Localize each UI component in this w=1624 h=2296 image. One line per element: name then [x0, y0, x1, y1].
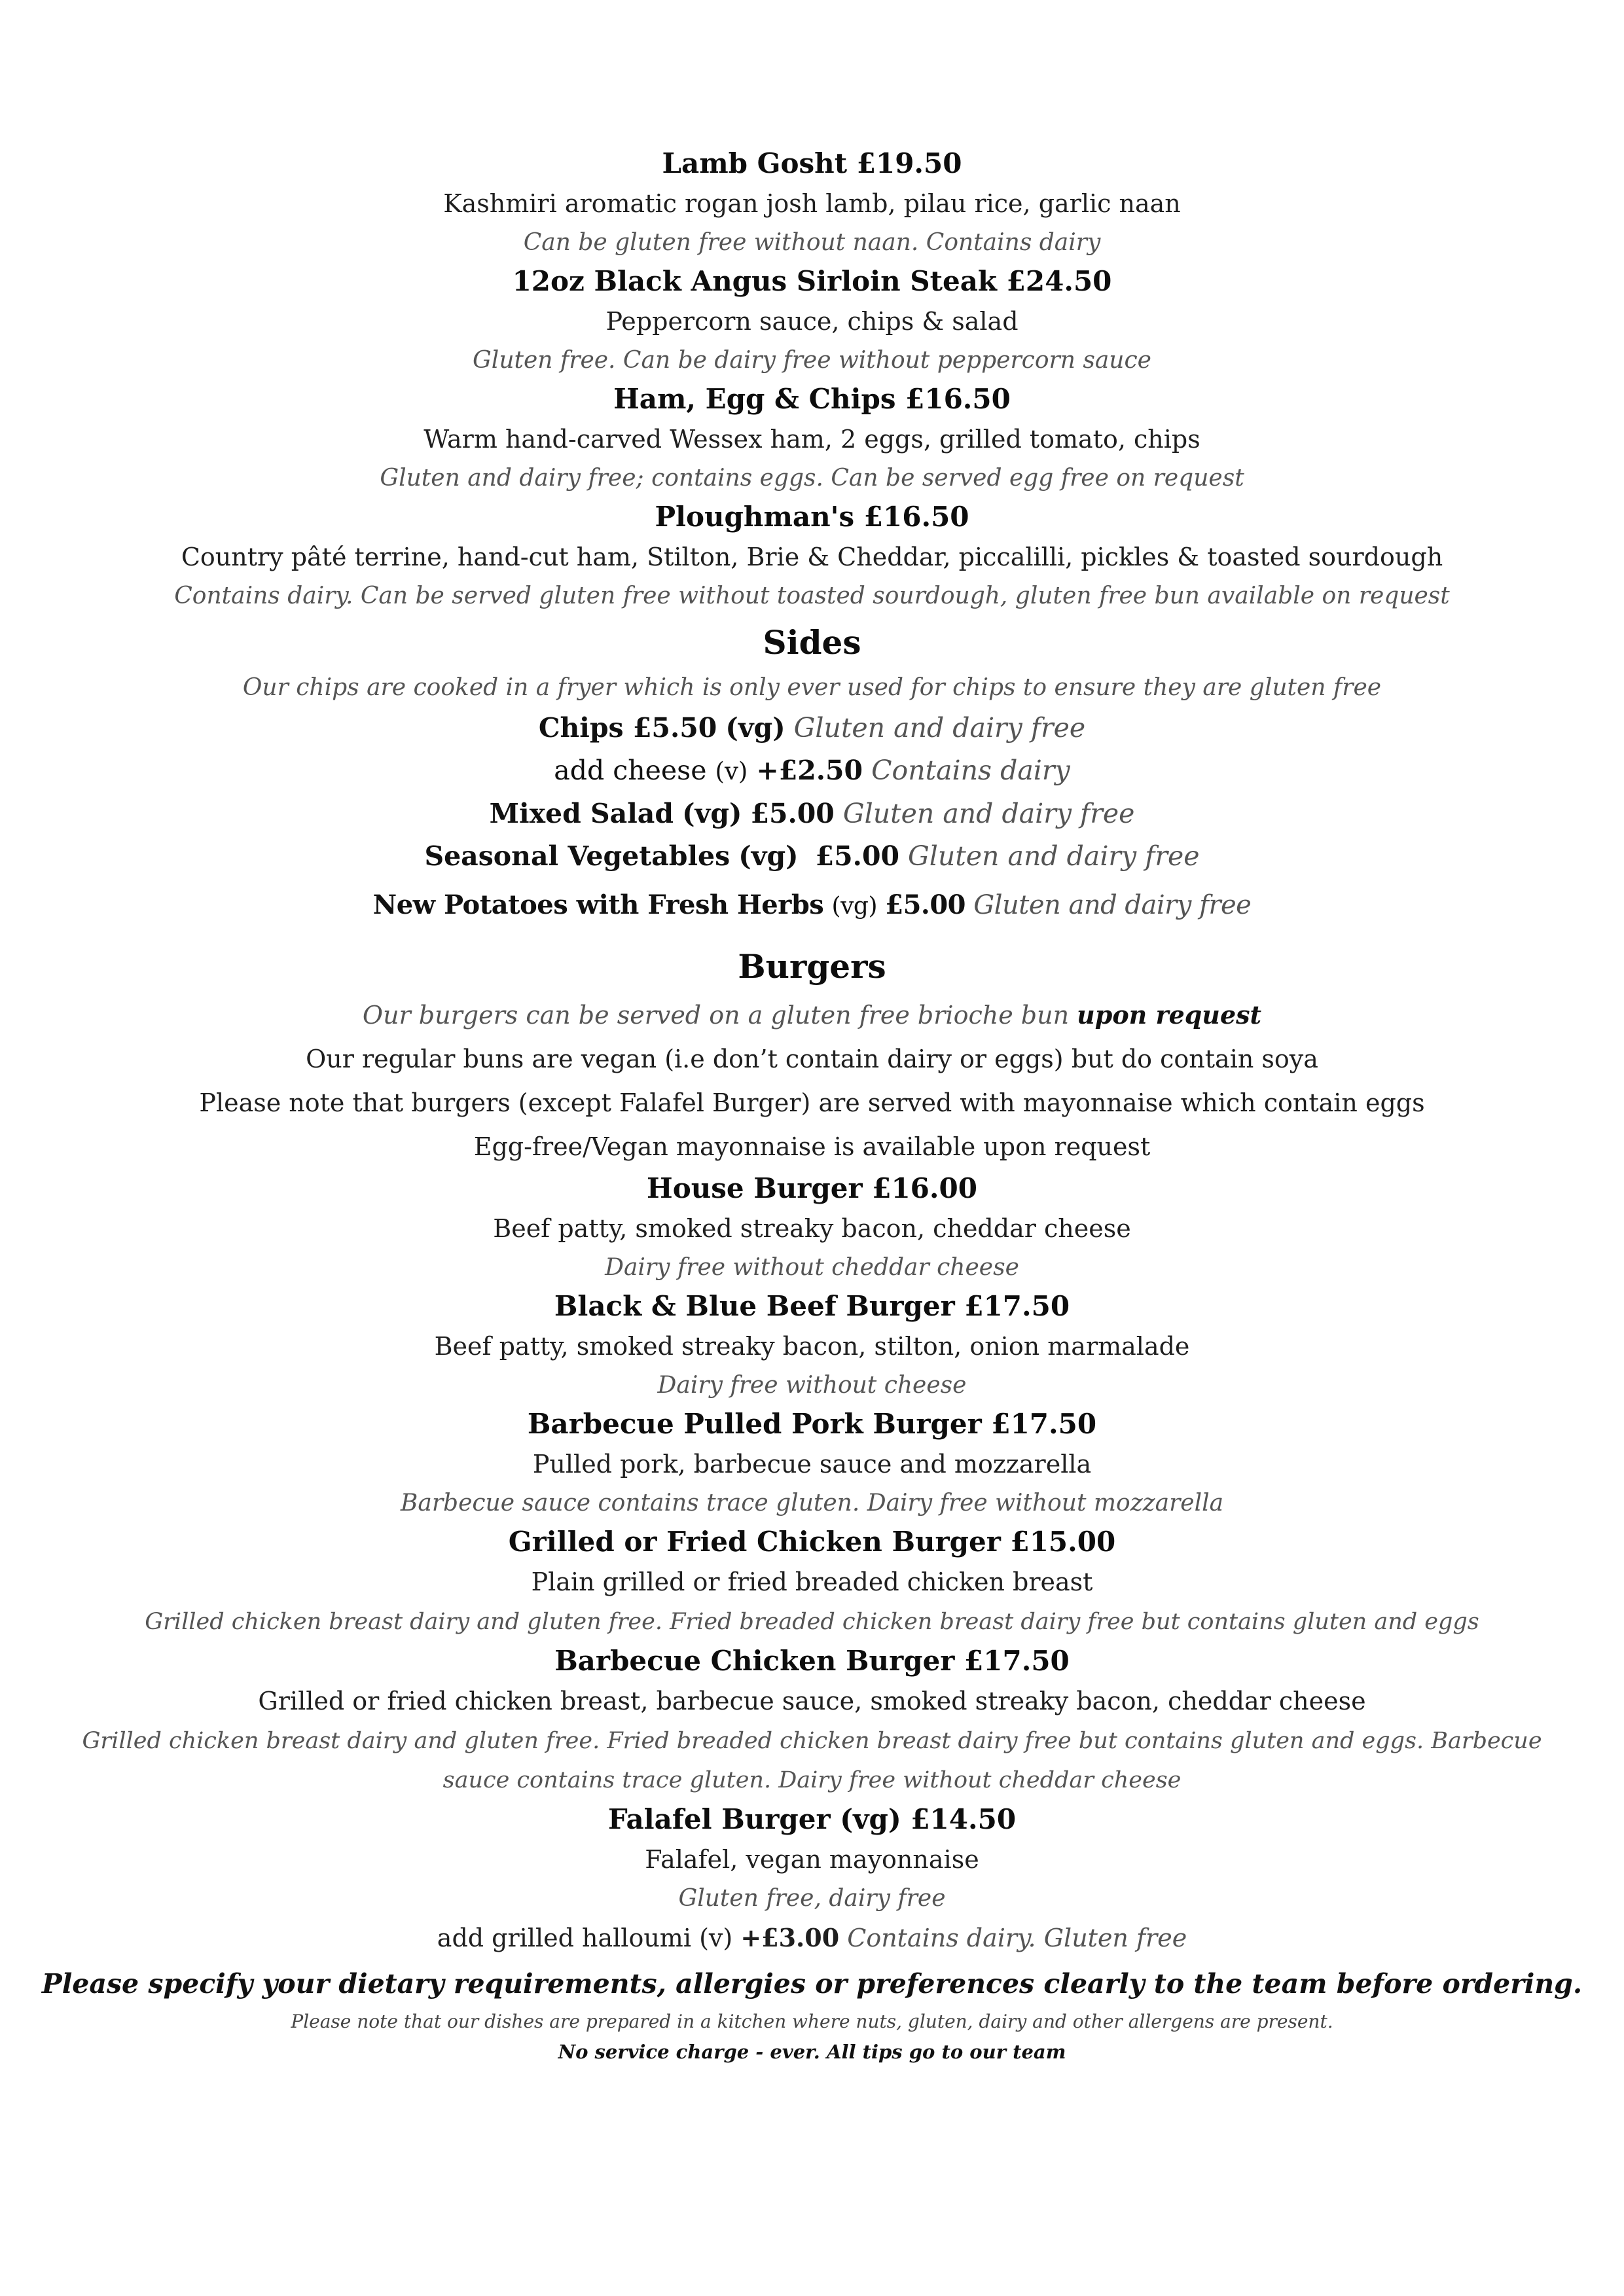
menu-item — [0, 380, 1624, 497]
item-note: Barbecue sauce contains trace gluten. Dairy free without mozzarella — [400, 1490, 1224, 1516]
menu-item — [0, 497, 1624, 615]
item-note: Gluten free. Can be dairy free without peppercorn sauce — [473, 347, 1151, 374]
item-note: Grilled chicken breast dairy and gluten free. Fried breaded chicken breast dairy free but contains gluten and eggs. Barbecue — [82, 1728, 1542, 1754]
side-note: Contains dairy — [871, 755, 1070, 786]
burgers-intro — [0, 993, 1624, 1037]
item-title: Grilled or Fried Chicken Burger £15.00 — [508, 1526, 1116, 1558]
side-note: Gluten and dairy free — [973, 890, 1252, 920]
item-title: Ham, Egg & Chips £16.50 — [613, 383, 1011, 415]
item-note: Dairy free without cheddar cheese — [605, 1254, 1019, 1281]
item-description: Kashmiri aromatic rogan josh lamb, pilau rice, garlic naan — [443, 189, 1181, 218]
burger-item — [0, 1522, 1624, 1641]
burgers-note: Please note that burgers (except Falafel Burger) are served with mayonnaise which contain eggs — [199, 1088, 1425, 1117]
item-title: Falafel Burger (vg) £14.50 — [607, 1803, 1017, 1835]
item-note: Can be gluten free without naan. Contains dairy — [523, 229, 1101, 256]
burgers-intro-italic: Our burgers can be served on a gluten free brioche bun — [362, 1001, 1070, 1030]
section-heading-burgers: Burgers — [738, 947, 886, 986]
item-description: Peppercorn sauce, chips & salad — [605, 307, 1019, 336]
item-description: Falafel, vegan mayonnaise — [645, 1845, 979, 1874]
side-name: New Potatoes with Fresh Herbs — [372, 889, 824, 920]
item-description: Warm hand-carved Wessex ham, 2 eggs, grilled tomato, chips — [424, 425, 1200, 454]
item-description: Grilled or fried chicken breast, barbecue sauce, smoked streaky bacon, cheddar cheese — [258, 1687, 1366, 1715]
side-price: £5.00 — [750, 798, 835, 829]
item-title: Lamb Gosht £19.50 — [662, 147, 962, 179]
burgers-note: Egg-free/Vegan mayonnaise is available upon request — [473, 1132, 1151, 1161]
item-description: Beef patty, smoked streaky bacon, stilton, onion marmalade — [434, 1332, 1190, 1361]
item-note: sauce contains trace gluten. Dairy free without cheddar cheese — [442, 1767, 1182, 1793]
side-name: Mixed Salad — [489, 798, 674, 829]
side-note: Gluten and dairy free — [842, 798, 1135, 829]
side-price: +£2.50 — [756, 755, 863, 786]
item-note: Gluten and dairy free; contains eggs. Can be served egg free on request — [380, 465, 1244, 492]
item-title: House Burger £16.00 — [647, 1172, 977, 1204]
item-description: Plain grilled or fried breaded chicken breast — [531, 1568, 1093, 1596]
add-halloumi — [0, 1918, 1624, 1958]
side-seasonal-vegetables — [0, 835, 1624, 878]
addon-note: Contains dairy. Gluten free — [847, 1924, 1187, 1952]
side-name: Seasonal Vegetables — [424, 840, 731, 872]
menu-page — [0, 144, 1624, 2067]
diet-tag: (vg) — [725, 712, 785, 744]
diet-tag: (vg) — [682, 798, 742, 829]
side-name: Chips £5.50 — [538, 712, 717, 744]
burger-item — [0, 1405, 1624, 1522]
service-charge-notice: No service charge - ever. All tips go to our team — [558, 2041, 1066, 2063]
diet-tag: (v) — [699, 1924, 733, 1952]
diet-tag: (vg) — [738, 840, 799, 872]
side-add-cheese — [0, 749, 1624, 793]
item-description: Country pâté terrine, hand-cut ham, Stilton, Brie & Cheddar, piccalilli, pickles & toasted sourdough — [181, 543, 1443, 571]
item-description: Beef patty, smoked streaky bacon, cheddar cheese — [493, 1214, 1131, 1243]
burgers-note: Our regular buns are vegan (i.e don’t contain dairy or eggs) but do contain soya — [306, 1045, 1318, 1073]
side-note: Gluten and dairy free — [908, 840, 1200, 872]
item-note: Gluten free, dairy free — [678, 1885, 946, 1912]
side-mixed-salad — [0, 793, 1624, 835]
item-title: Black & Blue Beef Burger £17.50 — [554, 1290, 1070, 1322]
side-price: £5.00 — [815, 840, 899, 872]
item-title: 12oz Black Angus Sirloin Steak £24.50 — [512, 265, 1112, 297]
item-title: Ploughman's £16.50 — [655, 501, 969, 533]
addon-price: +£3.00 — [740, 1923, 840, 1952]
burgers-intro-bold: upon request — [1077, 1000, 1262, 1030]
burger-item — [0, 1800, 1624, 1918]
burger-item — [0, 1287, 1624, 1405]
item-note: Dairy free without cheese — [657, 1372, 967, 1399]
diet-tag: (v) — [715, 757, 748, 785]
diet-tag: (vg) — [831, 893, 878, 920]
side-note: Gluten and dairy free — [793, 712, 1086, 744]
item-title: Barbecue Pulled Pork Burger £17.50 — [527, 1408, 1097, 1440]
addon-name: add grilled halloumi — [437, 1924, 691, 1952]
side-price: £5.00 — [885, 889, 966, 920]
burger-item — [0, 1169, 1624, 1287]
menu-item — [0, 144, 1624, 262]
side-name: add cheese — [554, 755, 707, 786]
item-note: Contains dairy. Can be served gluten free without toasted sourdough, gluten free bun available on request — [174, 583, 1450, 609]
side-new-potatoes — [0, 878, 1624, 934]
section-heading-sides: Sides — [763, 623, 861, 662]
sides-intro: Our chips are cooked in a fryer which is only ever used for chips to ensure they are gluten free — [242, 674, 1382, 701]
side-chips — [0, 707, 1624, 749]
menu-item — [0, 262, 1624, 380]
burger-item — [0, 1641, 1624, 1800]
item-note: Grilled chicken breast dairy and gluten free. Fried breaded chicken breast dairy free but contains gluten and eggs — [145, 1609, 1479, 1635]
allergen-notice: Please note that our dishes are prepared in a kitchen where nuts, gluten, dairy and other allergens are present. — [291, 2011, 1333, 2032]
dietary-requirements-notice: Please specify your dietary requirements, allergies or preferences clearly to the team before ordering. — [41, 1968, 1583, 2000]
item-description: Pulled pork, barbecue sauce and mozzarella — [532, 1450, 1092, 1479]
item-title: Barbecue Chicken Burger £17.50 — [554, 1645, 1070, 1677]
